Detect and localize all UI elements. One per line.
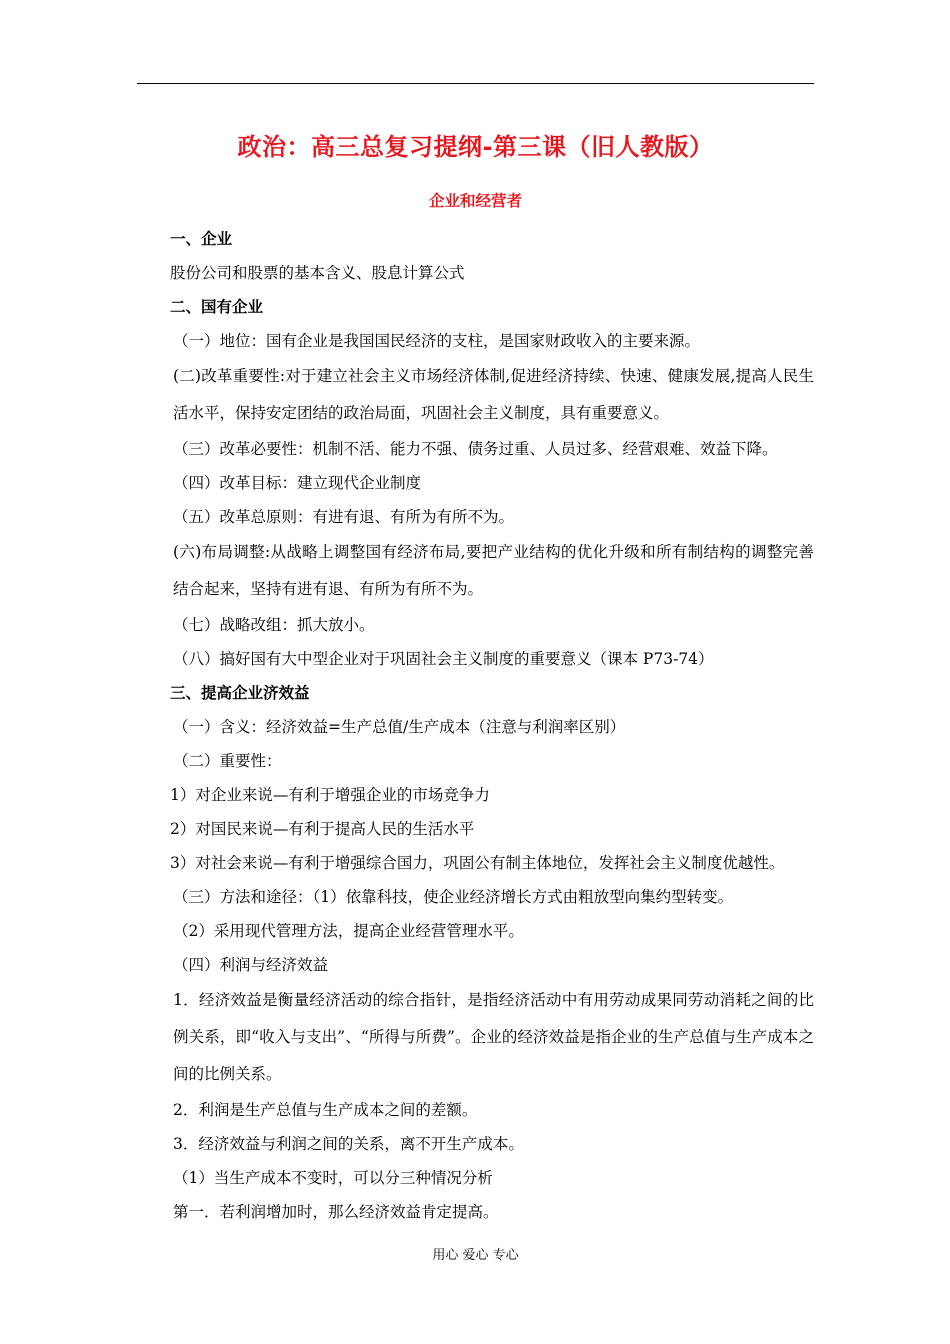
list-item: 3）对社会来说—有利于增强综合国力，巩固公有制主体地位，发挥社会主义制度优越性。 xyxy=(170,854,785,872)
paragraph: (二)改革重要性:对于建立社会主义市场经济体制,促进经济持续、快速、健康发展,提高人民生活水平，保持安定团结的政治局面，巩固社会主义制度，具有重要意义。 xyxy=(173,367,814,422)
document-subtitle: 企业和经营者 xyxy=(428,192,522,210)
paragraph: 1．经济效益是衡量经济活动的综合指针，是指经济活动中有用劳动成果同劳动消耗之间的比例关系，即“收入与支出”、“所得与所费”。企业的经济效益是指企业的生产总值与生产成本之间的比例关系。 xyxy=(173,991,814,1083)
paragraph: （四）利润与经济效益 xyxy=(173,956,329,974)
list-item: 2）对国民来说—有利于提高人民的生活水平 xyxy=(170,820,475,838)
paragraph: （一）地位：国有企业是我国国民经济的支柱，是国家财政收入的主要来源。 xyxy=(173,332,701,350)
header-rule xyxy=(137,83,814,84)
paragraph: （二）重要性： xyxy=(173,752,282,770)
paragraph: （八）搞好国有大中型企业对于巩固社会主义制度的重要意义（课本 P73-74） xyxy=(173,650,714,668)
list-item: 1）对企业来说—有利于增强企业的市场竞争力 xyxy=(170,786,490,804)
paragraph: （三）方法和途径：（1）依靠科技，使企业经济增长方式由粗放型向集约型转变。 xyxy=(173,888,734,906)
paragraph: 股份公司和股票的基本含义、股息计算公式 xyxy=(170,264,465,282)
section-heading: 三、提高企业济效益 xyxy=(170,684,310,702)
paragraph: (六)布局调整:从战略上调整国有经济布局,要把产业结构的优化升级和所有制结构的调整完善结合起来，坚持有进有退、有所为有所不为。 xyxy=(173,543,814,598)
section-heading: 二、国有企业 xyxy=(170,298,264,316)
paragraph: （2）采用现代管理方法，提高企业经营管理水平。 xyxy=(173,922,524,940)
paragraph: 2．利润是生产总值与生产成本之间的差额。 xyxy=(173,1101,478,1119)
document-title: 政治：高三总复习提纲-第三课（旧人教版） xyxy=(237,133,714,161)
paragraph: （三）改革必要性：机制不活、能力不强、债务过重、人员过多、经营艰难、效益下降。 xyxy=(173,440,778,458)
paragraph: 第一．若利润增加时，那么经济效益肯定提高。 xyxy=(173,1203,499,1221)
page-footer: 用心 爱心 专心 xyxy=(432,1248,519,1263)
paragraph: （一）含义：经济效益=生产总值/生产成本（注意与利润率区别） xyxy=(173,718,626,736)
paragraph: （四）改革目标：建立现代企业制度 xyxy=(173,474,422,492)
section-heading: 一、企业 xyxy=(170,230,233,248)
paragraph: （1）当生产成本不变时，可以分三种情况分析 xyxy=(173,1169,493,1187)
paragraph: 3．经济效益与利润之间的关系，离不开生产成本。 xyxy=(173,1135,524,1153)
paragraph: （七）战略改组：抓大放小。 xyxy=(173,616,375,634)
paragraph: （五）改革总原则：有进有退、有所为有所不为。 xyxy=(173,508,515,526)
document-body xyxy=(137,222,814,1229)
